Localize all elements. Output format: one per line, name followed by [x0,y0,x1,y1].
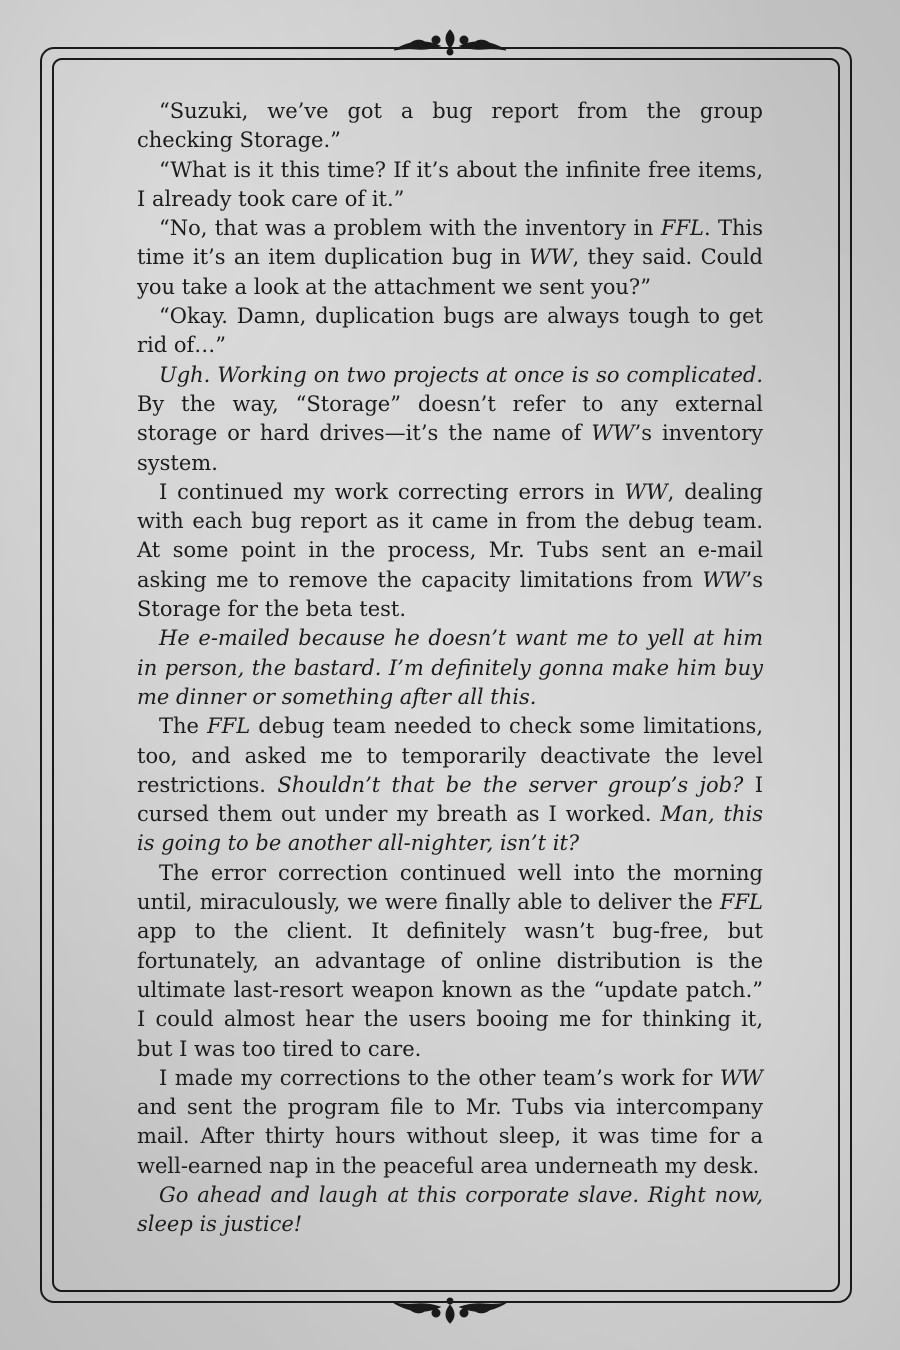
italic-text: FFL [660,216,704,241]
text-run: app to the client. It definitely wasn’t bug-free, but fortunately, an advantage of online distribution is the ultimate last-resort weapon known as the “update patch.” I could almost hear the users booing me for thinking it, but I was too tired to care. [137,919,763,1061]
paragraph [137,859,763,1064]
text-run: The error correction continued well into the morning until, miraculously, we were finally able to deliver the [137,860,763,915]
italic-text: Man, this is going to be another all-nighter, isn’t it? [137,802,763,856]
text-run: The [159,714,208,739]
italic-text: He e-mailed because he doesn’t want me to yell at him in person, the bastard. I’m definitely gonna make him buy me dinner or something after all this. [137,626,763,709]
text-run: “No, that was a problem with the inventory in [159,216,661,241]
text-run: and sent the program file to Mr. Tubs via intercompany mail. After thirty hours without sleep, it was time for a well-earned nap in the peaceful area underneath my desk. [137,1095,763,1178]
text-run: , dealing with each bug report as it came in from the debug team. At some point in the process, Mr. Tubs sent an e-mail asking me to remove the capacity limitations from [137,479,763,592]
text-run: “Okay. Damn, duplication bugs are always tough to get rid of…” [137,304,763,358]
text-run: , they said. Could you take a look at the attachment we sent you?” [137,245,763,299]
italic-text: WW [529,245,573,270]
italic-text: Go ahead and laugh at this corporate slave. Right now, sleep is justice! [137,1182,763,1237]
top-flourish-ornament-icon [388,28,512,58]
paragraph [137,97,763,156]
paragraph [137,302,763,361]
text-run: ’s Storage for the beta test. [137,567,763,622]
paragraph [137,1181,763,1240]
paragraph [137,156,763,215]
italic-text: WW [702,567,746,592]
text-run: “What is it this time? If it’s about the infinite free items, I already took care of it.” [137,157,763,211]
paragraph [137,1064,763,1181]
text-run: “Suzuki, we’ve got a bug report from the group checking Storage.” [137,99,763,153]
text-run: I continued my work correcting errors in [159,479,625,504]
text-run: debug team needed to check some limitations, too, and asked me to temporarily deactivate the level restrictions. [137,714,763,797]
story-text-block [137,97,763,1240]
italic-text: FFL [719,890,763,915]
italic-text: Shouldn’t that be the server group’s job? [277,772,744,797]
italic-text: WW [591,421,635,446]
italic-text: Ugh. Working on two projects at once is so complicated. [159,362,763,387]
text-run: ’s inventory system. [137,421,763,475]
paragraph [137,478,763,624]
paragraph [137,214,763,302]
italic-text: FFL [207,714,251,739]
italic-text: WW [719,1065,763,1090]
text-run: I made my corrections to the other team’s work for [159,1065,720,1090]
text-run: I cursed them out under my breath as I worked. [137,772,763,827]
paragraph [137,361,763,478]
italic-text: WW [624,479,668,504]
paragraph [137,712,763,858]
text-run: By the way, “Storage” doesn’t refer to any external storage or hard drives—it’s the name of [137,391,763,446]
bottom-flourish-ornament-icon [388,1295,512,1325]
text-run: . This time it’s an item duplication bug in [137,216,763,270]
paragraph [137,624,763,712]
